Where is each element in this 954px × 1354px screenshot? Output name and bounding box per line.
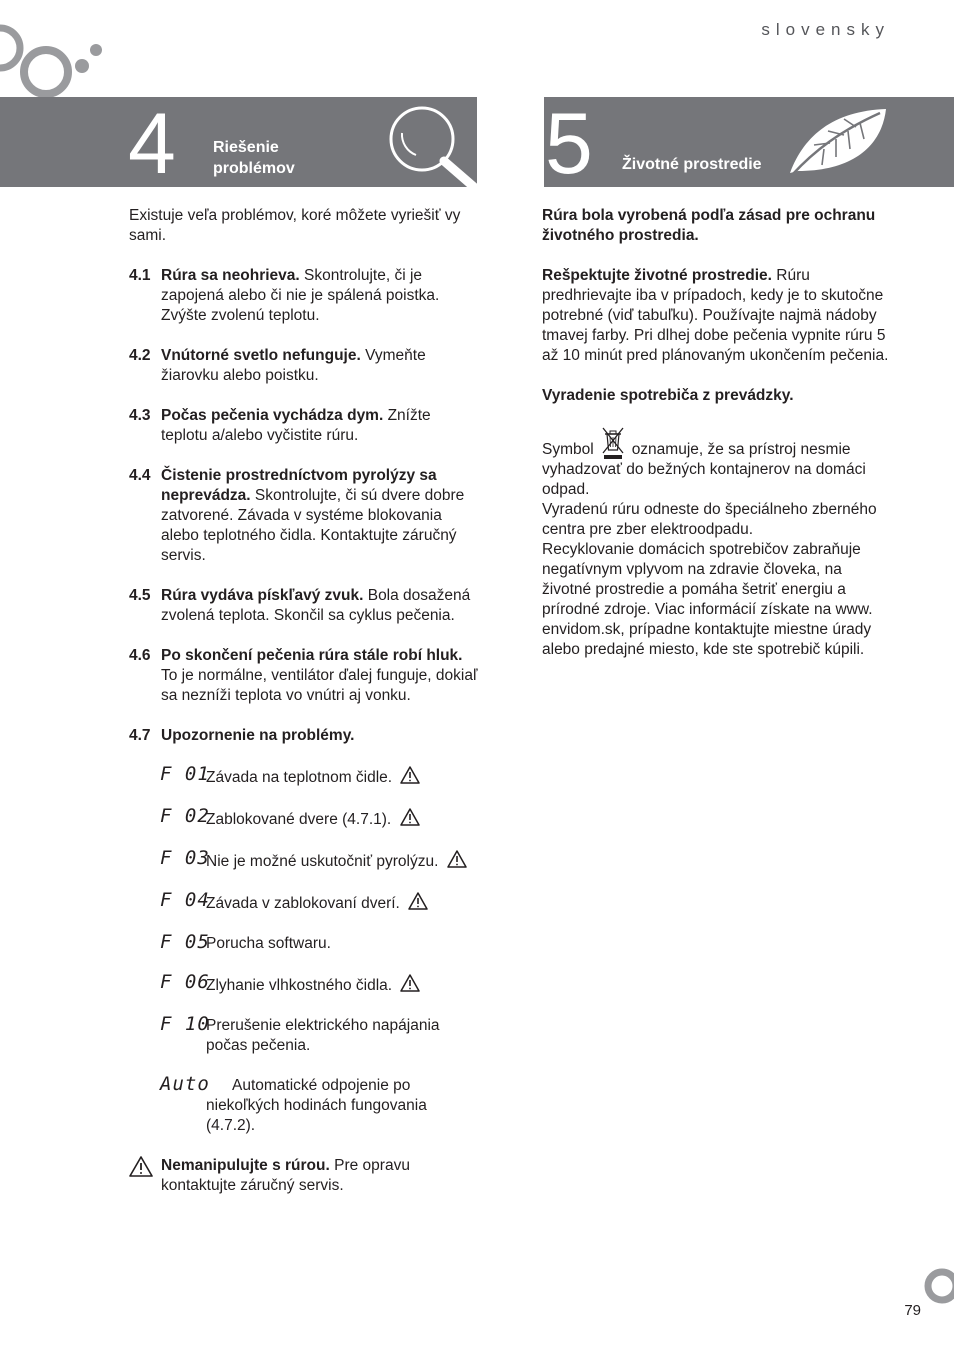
error-code-row: F 01 Závada na teplotnom čidle. <box>129 766 479 788</box>
warning-icon <box>400 974 420 992</box>
warning-icon <box>400 808 420 826</box>
warning-icon <box>447 850 467 868</box>
section-5-title: Životné prostredie <box>622 156 762 173</box>
error-code: F 02 <box>160 805 210 827</box>
error-code-row: F 10 Prerušenie elektrického napájania počas pečenia. <box>160 1013 440 1054</box>
paragraph: Rúra bola vyrobená podľa zásad pre ochranu životného prostredia. <box>542 207 876 244</box>
paragraph: Symbol oznamuje, že sa prístroj nesmie vyhadzovať do bežných kontajnerov na domáci odpad. <box>542 426 894 500</box>
section-4-intro: Existuje veľa problémov, koré môžete vyriešiť vy sami. <box>129 207 461 244</box>
list-item: 4.2 Vnútorné svetlo nefunguje. Vymeňte žiarovku alebo poistku. <box>129 347 426 384</box>
troubleshooting-column <box>129 206 479 1196</box>
list-item: 4.3 Počas pečenia vychádza dym. Znížte teplotu a/alebo vyčistite rúru. <box>129 407 431 444</box>
section-4-header <box>0 96 477 192</box>
language-label: slovensky <box>761 20 890 39</box>
warning-icon <box>400 766 420 784</box>
error-code: F 03 <box>160 847 210 869</box>
page-number: 79 <box>904 1302 921 1319</box>
leaf-icon <box>784 105 890 175</box>
list-item: 4.1 Rúra sa neohrieva. Skontrolujte, či je zapojená alebo či nie je spálená poistka. Zvýšte zvolenú teplotu. <box>129 267 440 324</box>
error-code: F 01 <box>160 763 210 785</box>
list-item: 4.7 Upozornenie na problémy. <box>129 727 355 744</box>
magnifier-icon <box>386 103 478 187</box>
decorative-circles <box>0 0 110 100</box>
error-code: F 05 <box>160 931 210 953</box>
section-4-title: Riešenie problémov <box>213 139 295 177</box>
error-code-row: F 05 Porucha softwaru. <box>160 931 331 953</box>
error-code: F 10 <box>160 1013 210 1035</box>
warning-icon <box>129 1156 153 1177</box>
paragraph: Recyklovanie domácich spotrebičov zabraňuje negatívnym vplyvom na zdravie človeka, na životné prostredie a pomáha šetriť energiu a prírodné zdroje. Viac informácií získate na www. envidom.sk, prípadne kontaktujte miestne úrady alebo predajné miesto, kde ste spotrebič kúpili. <box>542 541 873 658</box>
section-5-number: 5 <box>545 96 593 192</box>
paragraph: Vyradenie spotrebiča z prevádzky. <box>542 387 794 404</box>
error-code: Auto <box>160 1073 210 1095</box>
error-code: F 04 <box>160 889 210 911</box>
section-5-header <box>544 96 954 192</box>
error-code-row: Auto Automatické odpojenie po niekoľkých hodinách fungovania (4.7.2). <box>160 1073 427 1134</box>
error-code: F 06 <box>160 971 210 993</box>
environment-column <box>542 206 894 660</box>
safety-note: Nemanipulujte s rúrou. Pre opravu kontaktujte záručný servis. <box>129 1156 479 1196</box>
paragraph: Rešpektujte životné prostredie. Rúru predhrievajte iba v prípadoch, kedy je to skutočne potrebné (viď tabuľku). Používajte najmä nádoby tmavej farby. Pri dlhej dobe pečenia vypnite rúru 5 až 10 minút pred plánovaným ukončením pečenia. <box>542 267 889 364</box>
error-code-row: F 03 Nie je možné uskutočniť pyrolýzu. <box>129 850 479 872</box>
section-4-number: 4 <box>128 96 176 192</box>
error-code-row: F 02 Zablokované dvere (4.7.1). <box>129 808 479 830</box>
error-code-row: F 06 Zlyhanie vlhkostného čidla. <box>129 974 479 996</box>
list-item: 4.4 Čistenie prostredníctvom pyrolýzy sa neprevádza. Skontrolujte, či sú dvere dobre zatvorené. Závada v systéme blokovania alebo teplotného čidla. Kontaktujte záručný servis. <box>129 467 465 564</box>
list-item: 4.6 Po skončení pečenia rúra stále robí hluk. To je normálne, ventilátor ďalej funguje, dokiaľ sa nezníži teplota vo vnútri aj vonku. <box>129 647 478 704</box>
crossed-bin-icon <box>600 426 626 460</box>
warning-icon <box>408 892 428 910</box>
error-code-row: F 04 Závada v zablokovaní dverí. <box>129 892 479 914</box>
paragraph: Vyradenú rúru odneste do špeciálneho zberného centra pre zber elektroodpadu. <box>542 501 877 538</box>
decorative-ring <box>922 1266 954 1306</box>
list-item: 4.5 Rúra vydáva pískľavý zvuk. Bola dosažená zvolená teplota. Skončil sa cyklus pečenia. <box>129 587 471 624</box>
